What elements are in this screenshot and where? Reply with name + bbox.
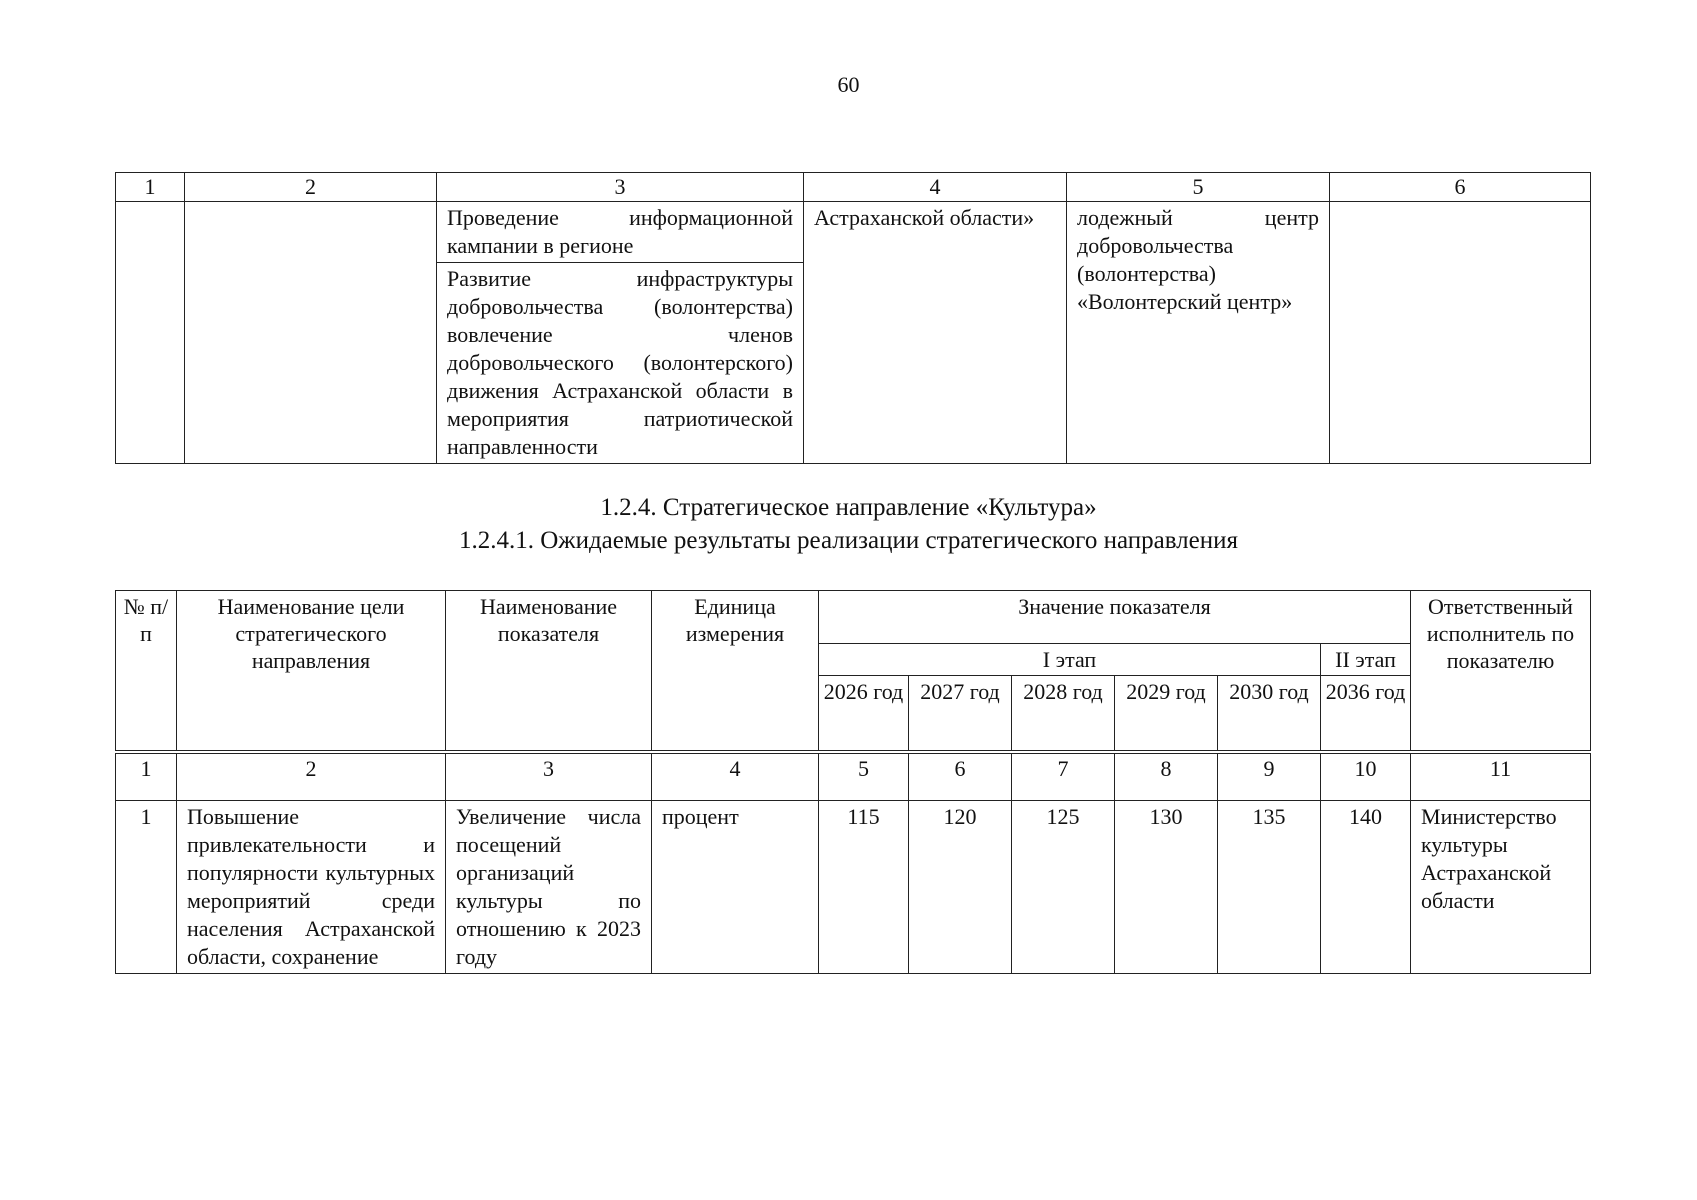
results-table — [115, 590, 1591, 974]
col-number: 9 — [1218, 752, 1321, 801]
executor-cell: лодежный центр добровольчества (волонтерства) «Волонтерский центр» — [1067, 202, 1330, 464]
column-number-row — [116, 173, 1591, 202]
goal-cell: Повышение привлекательности и популярности культурных мероприятий среди населения Астраханской области, сохранение — [177, 801, 446, 974]
header-year: 2029 год — [1115, 676, 1218, 753]
header-year: 2028 год — [1012, 676, 1115, 753]
page-number: 60 — [837, 72, 860, 97]
col-number: 2 — [177, 752, 446, 801]
subsection-title: 1.2.4.1. Ожидаемые результаты реализации стратегического направления — [459, 527, 1238, 554]
col-number: 6 — [909, 752, 1012, 801]
header-year: 2030 год — [1218, 676, 1321, 753]
header-year: 2026 год — [819, 676, 909, 753]
col-number: 1 — [116, 173, 185, 202]
header-stage-1: I этап — [819, 644, 1321, 676]
measure-cell: Развитие инфраструктуры добровольчества (волонтерства) вовлечение членов добровольческого (волонтерского) движения Астраханской области в мероприятия патриотической направленности — [437, 263, 804, 464]
value-cell: 140 — [1321, 801, 1411, 974]
col-number: 7 — [1012, 752, 1115, 801]
responsible-cell: Министерство культуры Астраханской области — [1411, 801, 1591, 974]
value-cell: 115 — [819, 801, 909, 974]
col-number: 1 — [116, 752, 177, 801]
header-value: Значение показателя — [819, 591, 1411, 644]
col-number: 6 — [1330, 173, 1591, 202]
col-number: 4 — [652, 752, 819, 801]
column-number-row — [116, 752, 1591, 801]
header-stage-2: II этап — [1321, 644, 1411, 676]
table-row — [116, 202, 1591, 263]
col-number: 11 — [1411, 752, 1591, 801]
region-cell: Астраханской области» — [804, 202, 1067, 464]
indicator-cell: Увеличение числа посещений организаций культуры по отношению к 2023 году — [446, 801, 652, 974]
table-row — [116, 801, 1591, 974]
value-cell: 130 — [1115, 801, 1218, 974]
row-num: 1 — [116, 801, 177, 974]
header-row — [116, 591, 1591, 644]
col-number: 3 — [446, 752, 652, 801]
header-responsible: Ответственный исполнитель по показателю — [1411, 591, 1591, 753]
empty-cell — [1330, 202, 1591, 464]
header-indicator: Наименование показателя — [446, 591, 652, 753]
col-number: 3 — [437, 173, 804, 202]
col-number: 10 — [1321, 752, 1411, 801]
value-cell: 125 — [1012, 801, 1115, 974]
header-year: 2036 год — [1321, 676, 1411, 753]
col-number: 8 — [1115, 752, 1218, 801]
col-number: 4 — [804, 173, 1067, 202]
col-number: 2 — [185, 173, 437, 202]
header-year: 2027 год — [909, 676, 1012, 753]
header-num: № п/п — [116, 591, 177, 753]
empty-cell — [116, 202, 185, 464]
measure-cell: Проведение информационной кампании в регионе — [437, 202, 804, 263]
unit-cell: процент — [652, 801, 819, 974]
col-number: 5 — [1067, 173, 1330, 202]
value-cell: 135 — [1218, 801, 1321, 974]
value-cell: 120 — [909, 801, 1012, 974]
continuation-table — [115, 172, 1591, 464]
section-headings — [0, 491, 1697, 557]
header-goal: Наименование цели стратегического направления — [177, 591, 446, 753]
empty-cell — [185, 202, 437, 464]
section-title: 1.2.4. Стратегическое направление «Культура» — [600, 494, 1097, 521]
col-number: 5 — [819, 752, 909, 801]
header-unit: Единица измерения — [652, 591, 819, 753]
